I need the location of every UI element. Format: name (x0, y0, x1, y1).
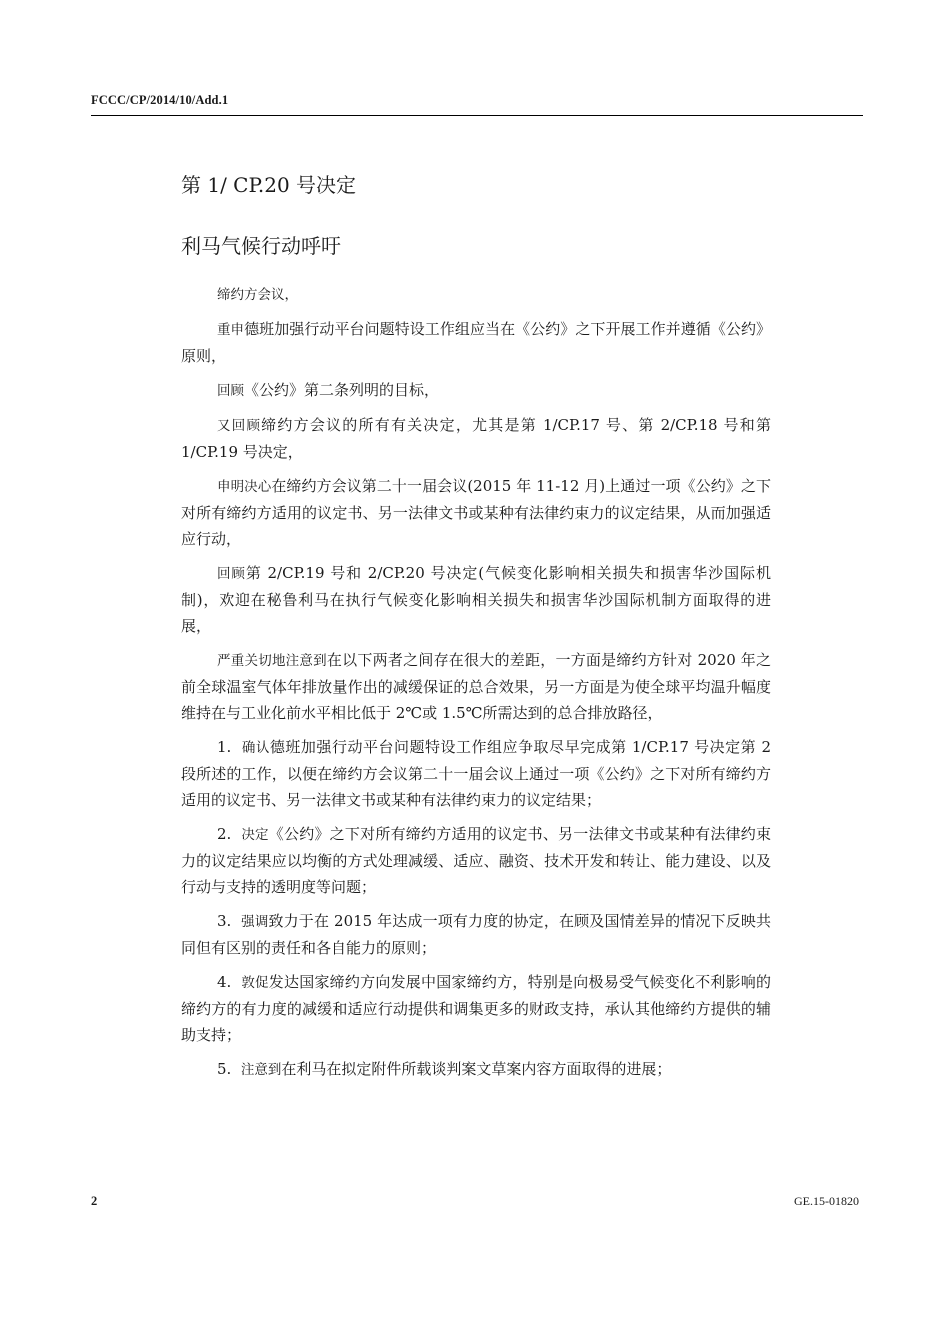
paragraph-text: 第 2/CP.19 号和 2/CP.20 号决定(气候变化影响相关损失和损害华沙国际机制)，欢迎在秘鲁利马在执行气候变化影响相关损失和损害华沙国际机制方面取得的进展， (181, 564, 771, 635)
preamble-paragraph (181, 647, 771, 726)
paragraph-lead: 注意到 (240, 1062, 282, 1078)
paragraph-lead: 严重关切地注意到 (217, 653, 327, 669)
paragraph-text: 在以下两者之间存在很大的差距，一方面是缔约方针对 2020 年之前全球温室气体年排放量作出的减缓保证的总合效果，另一方面是为使全球平均温升幅度维持在与工业化前水平相比低于 2℃或 1.5℃所需达到的总合排放路径， (181, 651, 772, 722)
operative-paragraph (181, 821, 771, 900)
paragraph-number: 1. (217, 738, 232, 756)
preamble-paragraph (181, 560, 771, 639)
paragraph-text: 德班加强行动平台问题特设工作组应争取尽早完成第 1/CP.17 号决定第 2 段所述的工作，以便在缔约方会议第二十一届会议上通过一项《公约》之下对所有缔约方适用的议定书、另一法律文书或某种有法律约束力的议定结果； (181, 738, 772, 809)
decision-body (181, 281, 771, 1091)
paragraph-lead: 申明决心 (217, 479, 272, 495)
paragraph-number: 2. (217, 825, 232, 843)
paragraph-text: 发达国家缔约方向发展中国家缔约方，特别是向极易受气候变化不利影响的缔约方的有力度的减缓和适应行动提供和调集更多的财政支持，承认其他缔约方提供的辅助支持； (181, 973, 771, 1044)
preamble-paragraph (181, 473, 771, 552)
paragraph-lead: 决定 (241, 827, 269, 843)
paragraph-lead: 敦促 (241, 975, 269, 991)
paragraph-lead: 缔约方会议， (217, 287, 298, 303)
preamble-paragraph (181, 377, 771, 404)
decision-title: 利马气候行动呼吁 (181, 234, 341, 258)
paragraph-lead: 强调 (241, 914, 269, 930)
decision-number: 第 1/ CP.20 号决定 (181, 173, 357, 197)
operative-paragraph (181, 969, 771, 1048)
paragraph-text: 《公约》第二条列明的目标， (244, 381, 440, 399)
preamble-paragraph (181, 281, 771, 308)
paragraph-text: 在利马在拟定附件所载谈判案文草案内容方面取得的进展； (281, 1060, 672, 1078)
paragraph-text: 缔约方会议的所有有关决定，尤其是第 1/CP.17 号、第 2/CP.18 号和第 1/CP.19 号决定， (181, 416, 771, 461)
preamble-paragraph (181, 316, 771, 369)
paragraph-lead: 又回顾 (217, 418, 262, 434)
preamble-paragraph (181, 412, 771, 465)
operative-paragraph (181, 734, 771, 813)
paragraph-number: 5. (217, 1060, 232, 1078)
paragraph-lead: 重申 (217, 322, 245, 338)
operative-paragraph (181, 908, 771, 961)
paragraph-text: 《公约》之下对所有缔约方适用的议定书、另一法律文书或某种有法律约束力的议定结果应以均衡的方式处理减缓、适应、融资、技术开发和转让、能力建设、以及行动与支持的透明度等问题； (181, 825, 771, 896)
header-divider (91, 115, 863, 116)
operative-paragraph (181, 1056, 771, 1083)
paragraph-text: 致力于在 2015 年达成一项有力度的协定，在顾及国情差异的情况下反映共同但有区别的责任和各自能力的原则； (181, 912, 771, 957)
paragraph-number: 3. (217, 912, 232, 930)
job-number: GE.15-01820 (794, 1194, 859, 1208)
paragraph-text: 德班加强行动平台问题特设工作组应当在《公约》之下开展工作并遵循《公约》原则， (181, 320, 772, 365)
paragraph-lead: 回顾 (217, 566, 246, 582)
paragraph-number: 4. (217, 973, 232, 991)
paragraph-lead: 回顾 (217, 383, 244, 399)
document-symbol: FCCC/CP/2014/10/Add.1 (91, 93, 229, 107)
paragraph-lead: 确认 (241, 740, 270, 756)
paragraph-text: 在缔约方会议第二十一届会议(2015 年 11-12 月)上通过一项《公约》之下对所有缔约方适用的议定书、另一法律文书或某种有法律约束力的议定结果，从而加强适应行动， (181, 477, 771, 548)
page-number: 2 (91, 1194, 98, 1208)
